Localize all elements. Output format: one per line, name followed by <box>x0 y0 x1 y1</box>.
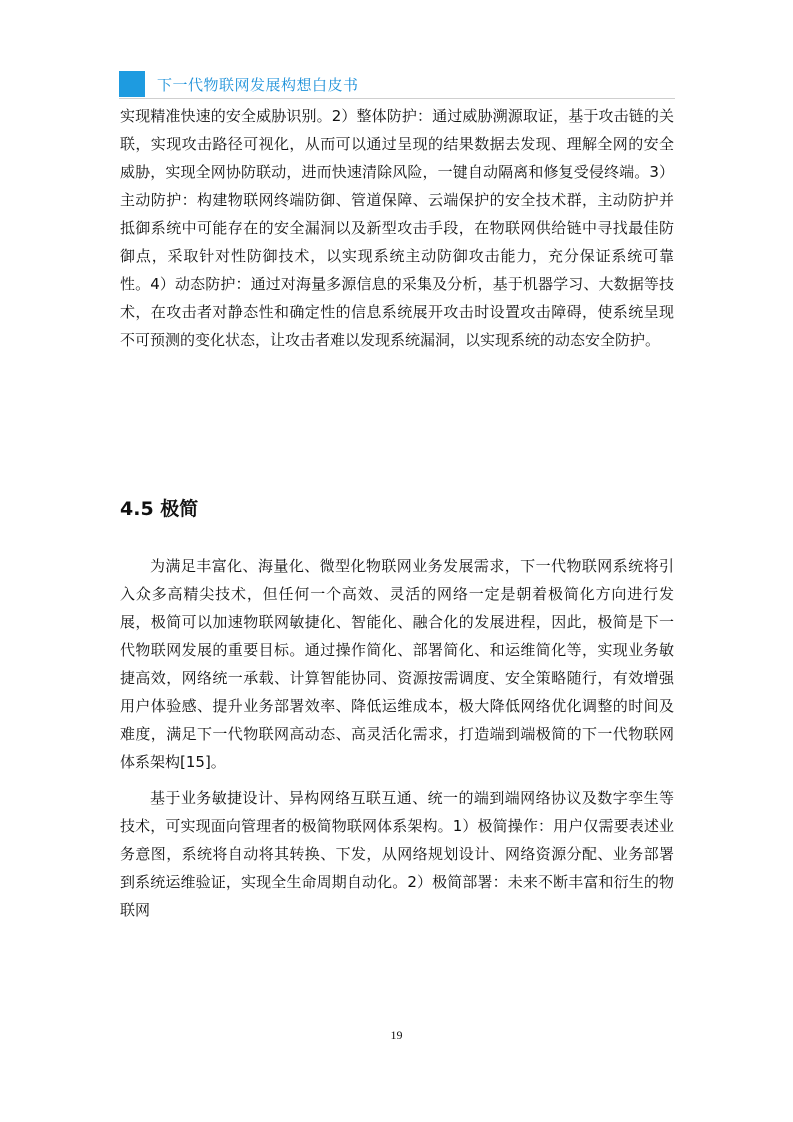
paragraph: 实现精准快速的安全威胁识别。2）整体防护：通过威胁溯源取证，基于攻击链的关联，实现攻击路径可视化，从而可以通过呈现的结果数据去发现、理解全网的安全威胁，实现全网协防联动，进而快速清除风险，一键自动隔离和修复受侵终端。3）主动防护：构建物联网终端防御、管道保障、云端保护的安全技术群，主动防护并抵御系统中可能存在的安全漏洞以及新型攻击手段，在物联网供给链中寻找最佳防御点，采取针对性防御技术，以实现系统主动防御攻击能力，充分保证系统可靠性。4）动态防护：通过对海量多源信息的采集及分析，基于机器学习、大数据等技术，在攻击者对静态性和确定性的信息系统展开攻击时设置攻击障碍，使系统呈现不可预测的变化状态，让攻击者难以发现系统漏洞，以实现系统的动态安全防护。 <box>120 107 674 349</box>
paragraph: 基于业务敏捷设计、异构网络互联互通、统一的端到端网络协议及数字孪生等技术，可实现面向管理者的极简物联网体系架构。1）极简操作：用户仅需要表述业务意图，系统将自动将其转换、下发，从网络规划设计、网络资源分配、业务部署到系统运维验证，实现全生命周期自动化。2）极简部署：未来不断丰富和衍生的物联网 <box>120 789 674 919</box>
page-number: 19 <box>390 1028 403 1042</box>
header-square-icon <box>119 71 145 97</box>
section-heading: 4.5 极简 <box>120 498 199 520</box>
paragraph: 为满足丰富化、海量化、微型化物联网业务发展需求，下一代物联网系统将引入众多高精尖技术，但任何一个高效、灵活的网络一定是朝着极简化方向进行发展，极简可以加速物联网敏捷化、智能化、融合化的发展进程，因此，极简是下一代物联网发展的重要目标。通过操作简化、部署简化、和运维简化等，实现业务敏捷高效，网络统一承载、计算智能协同、资源按需调度、安全策略随行，有效增强用户体验感、提升业务部署效率、降低运维成本，极大降低网络优化调整的时间及难度，满足下一代物联网高动态、高灵活化需求，打造端到端极简的下一代物联网体系架构[15]。 <box>120 557 674 771</box>
header-rule <box>119 98 675 99</box>
section-text-block <box>120 552 674 924</box>
header-title: 下一代物联网发展构想白皮书 <box>157 75 359 94</box>
page-header <box>119 71 359 97</box>
top-text-block <box>120 102 674 354</box>
